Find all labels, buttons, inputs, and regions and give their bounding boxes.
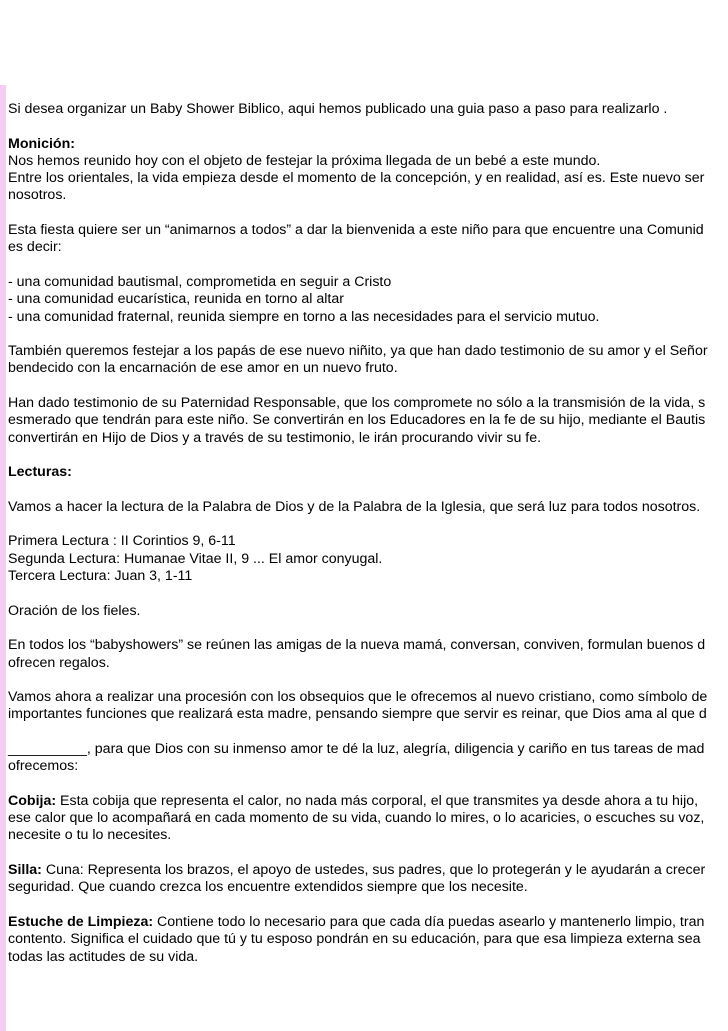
paragraph-line: __________, para que Dios con su inmenso amor te dé la luz, alegría, diligencia y cariño en tus tareas de mad	[8, 740, 705, 757]
paragraph-line: seguridad. Que cuando crezca los encuentre extendidos siempre que los necesite.	[8, 879, 528, 896]
lecturas-heading: Lecturas:	[8, 464, 72, 481]
list-item: - una comunidad bautismal, comprometida en seguir a Cristo	[8, 273, 392, 290]
paragraph-line: necesite o tu lo necesites.	[8, 827, 172, 844]
paragraph-line: importantes funciones que realizará esta madre, pensando siempre que servir es reinar, que Dios ama al que d	[8, 706, 707, 723]
paragraph-line: También queremos festejar a los papás de ese nuevo niñito, ya que han dado testimonio de su amor y el Señor	[8, 343, 708, 360]
paragraph-line: contento. Significa el cuidado que tú y tu esposo pondrán en su educación, para que esa limpieza externa sea	[8, 931, 701, 948]
paragraph-line: Vamos a hacer la lectura de la Palabra de Dios y de la Palabra de la Iglesia, que será luz para todos nosotros.	[8, 498, 701, 515]
list-item: - una comunidad fraternal, reunida siempre en torno a las necesidades para el servicio mutuo.	[8, 308, 600, 325]
paragraph-line: Esta fiesta quiere ser un “animarnos a todos” a dar la bienvenida a este niño para que encuentre una Comunid	[8, 222, 704, 239]
paragraph-line: nosotros.	[8, 187, 67, 204]
gift-estuche: Estuche de Limpieza: Contiene todo lo necesario para que cada día puedas asearlo y mantenerlo limpio, tran	[8, 913, 705, 930]
gift-label: Cobija:	[8, 792, 57, 809]
gift-label: Estuche de Limpieza:	[8, 913, 154, 930]
paragraph-line: es decir:	[8, 239, 62, 256]
document-body	[8, 101, 728, 966]
paragraph-line: Vamos ahora a realizar una procesión con los obsequios que le ofrecemos al nuevo cristiano, como símbolo de	[8, 689, 708, 706]
paragraph-line: Han dado testimonio de su Paternidad Responsable, que los compromete no sólo a la transmisión de la vida, s	[8, 395, 706, 412]
paragraph-line: Nos hemos reunido hoy con el objeto de festejar la próxima llegada de un bebé a este mundo.	[8, 152, 601, 169]
left-margin-bar	[0, 85, 6, 1031]
paragraph-line: ese calor que lo acompañará en cada momento de su vida, cuando lo mires, o lo acaricies, o escuches su voz,	[8, 810, 705, 827]
oracion-text: Oración de los fieles.	[8, 602, 141, 619]
gift-cobija: Cobija: Esta cobija que representa el calor, no nada más corporal, el que transmites ya desde ahora a tu hijo,	[8, 792, 699, 809]
paragraph-line: ofrecen regalos.	[8, 654, 110, 671]
paragraph-line: Entre los orientales, la vida empieza desde el momento de la concepción, y en realidad, así es. Este nuevo ser	[8, 170, 705, 187]
reading-item: Segunda Lectura: Humanae Vitae II, 9 ... El amor conyugal.	[8, 550, 383, 567]
intro-text: Si desea organizar un Baby Shower Biblico, aqui hemos publicado una guia paso a paso para realizarlo .	[8, 101, 668, 117]
paragraph-line: convertirán en Hijo de Dios y a través de su testimonio, le irán procurando vivir su fe.	[8, 429, 542, 446]
reading-item: Primera Lectura : II Corintios 9, 6-11	[8, 533, 236, 550]
paragraph-line: esmerado que tendrán para este niño. Se convertirán en los Educadores en la fe de su hijo, mediante el Bautis	[8, 412, 706, 429]
paragraph-line: ofrecemos:	[8, 758, 79, 775]
gift-silla: Silla: Cuna: Representa los brazos, el apoyo de ustedes, sus padres, que lo protegerán y le ayudarán a crecer	[8, 862, 706, 879]
paragraph-line: En todos los “babyshowers” se reúnen las amigas de la nueva mamá, conversan, conviven, formulan buenos d	[8, 637, 706, 654]
monicion-heading: Monición:	[8, 135, 75, 152]
list-item: - una comunidad eucarística, reunida en torno al altar	[8, 291, 344, 308]
gift-label: Silla:	[8, 862, 42, 879]
reading-item: Tercera Lectura: Juan 3, 1-11	[8, 568, 193, 585]
paragraph-line: bendecido con la encarnación de ese amor en un nuevo fruto.	[8, 360, 398, 377]
paragraph-line: todas las actitudes de su vida.	[8, 948, 199, 965]
